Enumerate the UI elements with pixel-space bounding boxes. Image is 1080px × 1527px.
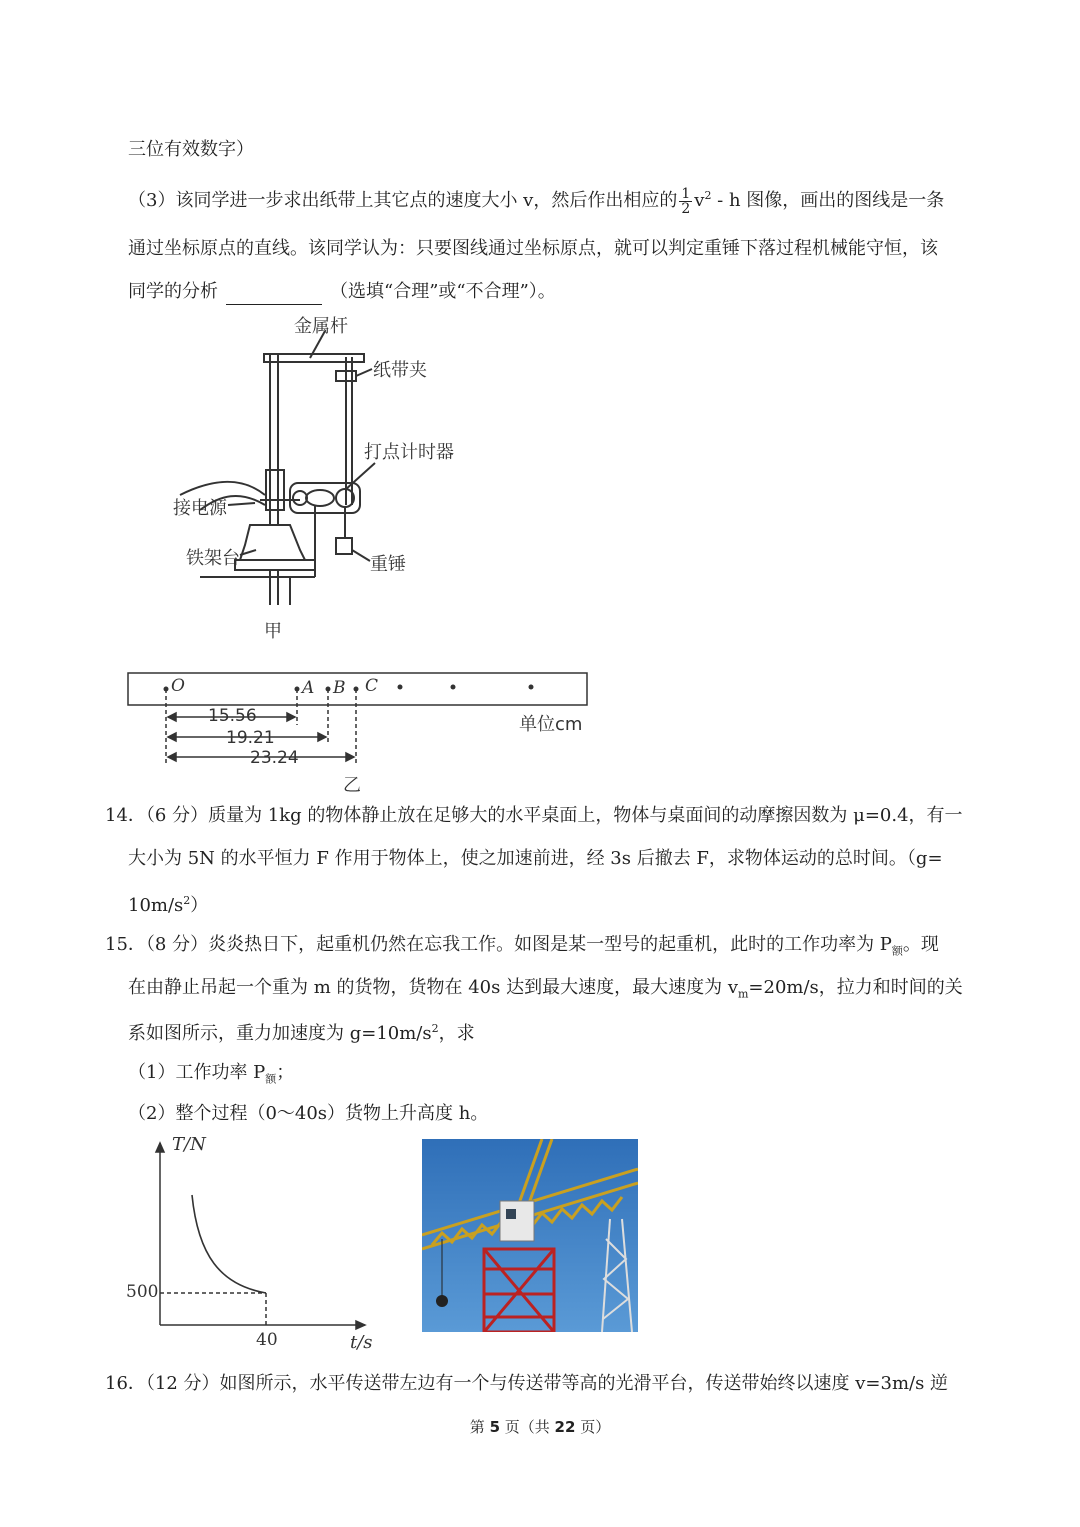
q15-b2: =20m/s，拉力和时间的关 xyxy=(748,977,963,998)
footer-post: 页） xyxy=(575,1418,611,1436)
label-power: 接电源 xyxy=(173,498,227,519)
line-2-v: v xyxy=(694,190,705,211)
q14-end: ） xyxy=(190,895,209,916)
distance-OB: 19.21 xyxy=(226,728,275,748)
q15-line-2 xyxy=(128,975,963,1008)
caption-jia: 甲 xyxy=(264,621,282,642)
q14-line-2: 大小为 5N 的水平恒力 F 作用于物体上，使之加速前进，经 3s 后撤去 F，求物体运动的总时间。（g= xyxy=(128,848,943,869)
line-3: 通过坐标原点的直线。该同学认为：只要图线通过坐标原点，就可以判定重锤下落过程机械能守恒，该 xyxy=(128,238,938,259)
footer-pre: 第 xyxy=(469,1418,490,1436)
q15-a-end: 。现 xyxy=(902,934,939,955)
q14-line-1: 14．（6 分）质量为 1kg 的物体静止放在足够大的水平桌面上，物体与桌面间的动摩擦因数为 μ=0.4，有一 xyxy=(105,805,963,826)
distance-OA: 15.56 xyxy=(208,706,257,726)
q14-line-3 xyxy=(128,888,208,919)
label-paper-clip: 纸带夹 xyxy=(373,360,427,381)
line-2 xyxy=(128,183,944,216)
fraction-half xyxy=(679,187,692,216)
line-2-c: - h 图像，画出的图线是一条 xyxy=(711,190,945,211)
distance-OC: 23.24 xyxy=(250,748,299,768)
q15-d-end: ； xyxy=(276,1062,295,1083)
timer-body xyxy=(290,483,360,513)
page-number: 5 xyxy=(489,1418,500,1436)
fraction-numerator: 1 xyxy=(681,185,691,202)
q15-line-3 xyxy=(128,1016,475,1047)
tension-time-graph xyxy=(120,1135,390,1355)
apparatus-figure xyxy=(140,305,490,645)
q15-c-sup: 2 xyxy=(431,1022,439,1035)
unit-label: 单位cm xyxy=(519,714,583,735)
q15-d-sub: 额 xyxy=(265,1072,277,1086)
line-4-b: （选填“合理”或“不合理”）。 xyxy=(330,281,556,302)
q15-sub: 额 xyxy=(891,944,903,958)
point-A: A xyxy=(302,678,315,698)
weight-block xyxy=(336,538,352,554)
line-2-sup: 2 xyxy=(704,189,712,202)
x-axis-label: t/s xyxy=(350,1332,373,1353)
q15-a: 15．（8 分）炎炎热日下，起重机仍然在忘我工作。如图是某一型号的起重机，此时的工作功率为 P xyxy=(105,934,892,955)
q15-line-5: （2）整个过程（0～40s）货物上升高度 h。 xyxy=(128,1103,489,1124)
footer-mid: 页（共 xyxy=(500,1418,555,1436)
line-4-a: 同学的分析 xyxy=(128,281,218,302)
line-2-a: （3）该同学进一步求出纸带上其它点的速度大小 v，然后作出相应的 xyxy=(128,190,678,211)
point-C: C xyxy=(365,676,379,696)
label-stand: 铁架台 xyxy=(186,548,240,569)
y-tick-500: 500 xyxy=(126,1282,159,1302)
label-weight: 重锤 xyxy=(370,554,406,575)
line-1: 三位有效数字） xyxy=(128,139,254,160)
q15-b1: 在由静止吊起一个重为 m 的货物，货物在 40s 达到最大速度，最大速度为 v xyxy=(128,977,738,998)
point-O: O xyxy=(171,676,185,696)
y-axis-label: T/N xyxy=(172,1134,206,1155)
line-4 xyxy=(128,279,556,305)
x-tick-40: 40 xyxy=(256,1330,278,1350)
q14-sup: 2 xyxy=(183,894,191,907)
q15-c: 系如图所示，重力加速度为 g=10m/s xyxy=(128,1023,432,1044)
page-total: 22 xyxy=(554,1418,576,1436)
q15-line-4 xyxy=(128,1060,294,1093)
label-metal-rod: 金属杆 xyxy=(294,316,348,337)
crane-photo xyxy=(422,1139,638,1332)
fraction-denominator: 2 xyxy=(681,200,691,217)
answer-blank[interactable] xyxy=(226,286,322,305)
tension-curve xyxy=(192,1195,266,1293)
q16-line-1: 16．（12 分）如图所示，水平传送带左边有一个与传送带等高的光滑平台，传送带始终以速度 v=3m/s 逆 xyxy=(105,1373,949,1394)
page-footer xyxy=(0,1416,1080,1437)
q14-unit: 10m/s xyxy=(128,895,184,916)
q15-b-sub: m xyxy=(737,987,749,1001)
q15-c-end: ，求 xyxy=(438,1023,475,1044)
label-timer: 打点计时器 xyxy=(364,442,454,463)
q15-line-1 xyxy=(105,932,939,965)
point-B: B xyxy=(333,678,346,698)
caption-yi: 乙 xyxy=(343,775,361,796)
q15-d: （1）工作功率 P xyxy=(128,1062,266,1083)
